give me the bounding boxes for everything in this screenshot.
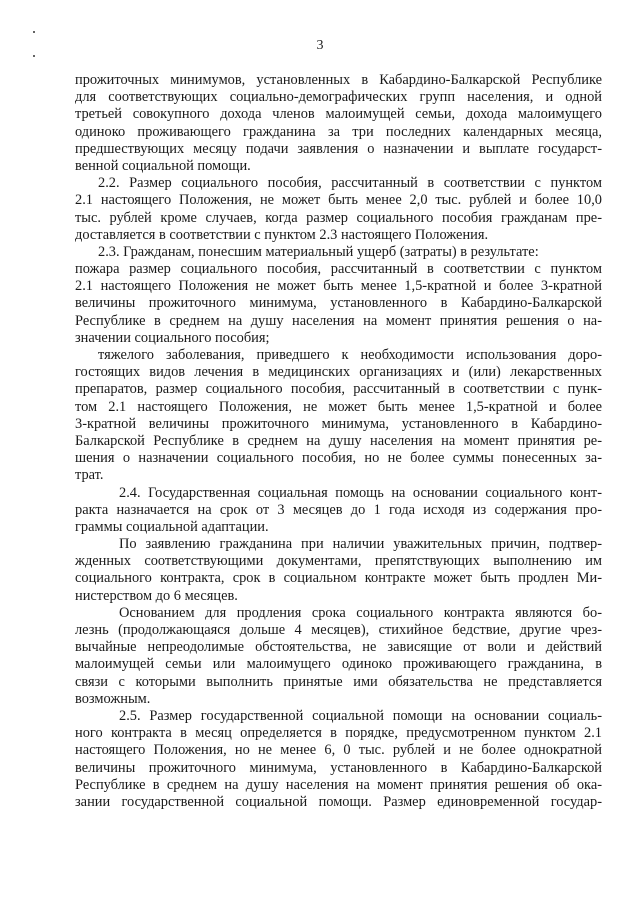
text-line: 2.3. Гражданам, понесшим материальный ущерб (затраты) в результате: bbox=[98, 243, 539, 260]
text-line: 2.2. Размер социального пособия, рассчитанный в соответствии с пунктом bbox=[98, 175, 602, 192]
text-line: малоимущей семьи или малоимущего одиноко проживающего гражданина, в bbox=[75, 656, 602, 673]
text-line: 2.5. Размер государственной социальной помощи на основании социаль- bbox=[119, 707, 602, 724]
page-number: 3 bbox=[316, 38, 324, 53]
text-line: вычайные непреодолимые обстоятельства, не зависящие от воли и действий bbox=[75, 639, 602, 656]
text-line: величины прожиточного минимума, установленного в Кабардино-Балкарской bbox=[75, 759, 602, 776]
text-line: предшествующих месяцу подачи заявления о назначении и выплате государст- bbox=[75, 140, 602, 157]
text-line: шения о назначении социального пособия, но не более суммы понесенных за- bbox=[75, 450, 602, 467]
text-line: препаратов, размер социального пособия, рассчитанный в соответствии с пунк- bbox=[75, 381, 602, 398]
text-line: Основанием для продления срока социального контракта являются бо- bbox=[119, 604, 602, 621]
scan-speck bbox=[33, 31, 35, 33]
text-line: Республике в среднем на душу населения на момент принятия решения об ока- bbox=[75, 776, 602, 793]
text-line: жденных соответствующими документами, препятствующих выполнению им bbox=[75, 553, 602, 570]
text-line: тыс. рублей кроме случаев, когда размер социального пособия гражданам пре- bbox=[75, 209, 602, 226]
text-line: третьей совокупного дохода членов малоимущей семьи, дохода малоимущего bbox=[75, 106, 602, 123]
text-line: 2.4. Государственная социальная помощь на основании социального конт- bbox=[119, 484, 602, 501]
text-line: величины прожиточного минимума, установленного в Кабардино-Балкарской bbox=[75, 295, 602, 312]
text-line: социального контракта, срок в социальном контракте может быть продлен Ми- bbox=[75, 570, 602, 587]
text-line: доставляется в соответствии с пунктом 2.3 настоящего Положения. bbox=[75, 226, 489, 243]
text-line: ракта назначается на срок от 3 месяцев до 1 года исходя из содержания про- bbox=[75, 501, 602, 518]
text-line: зании государственной социальной помощи. Размер единовременной государ- bbox=[75, 793, 602, 810]
text-line: лезнь (продолжающаяся дольше 4 месяцев), стихийное бедствие, другие чрез- bbox=[75, 622, 602, 638]
text-line: для соответствующих социально-демографических групп населения, и одной bbox=[75, 89, 602, 106]
text-line: 2.1 настоящего Положения, не может быть менее 2,0 тыс. рублей и более 10,0 bbox=[75, 192, 602, 209]
text-line: трат. bbox=[75, 467, 104, 484]
text-line: 2.1 настоящего Положения не может быть менее 1,5-кратной и более 3-кратной bbox=[75, 278, 602, 295]
text-line: возможным. bbox=[75, 690, 151, 707]
text-line: значении социального пособия; bbox=[75, 329, 270, 346]
text-line: связи с которыми выполнить принятые ими обязательства не представляется bbox=[75, 673, 602, 690]
text-line: Балкарской Республике в среднем на душу населения на момент принятия ре- bbox=[75, 432, 602, 449]
text-line: пожара размер социального пособия, рассчитанный в соответствии с пунктом bbox=[75, 261, 602, 278]
text-line: ного контракта в месяц определяется в порядке, предусмотренном пунктом 2.1 bbox=[75, 725, 602, 742]
scan-speck bbox=[33, 55, 35, 57]
text-line: прожиточных минимумов, установленных в Кабардино-Балкарской Республике bbox=[75, 72, 602, 88]
text-line: По заявлению гражданина при наличии уважительных причин, подтвер- bbox=[119, 536, 602, 553]
text-line: 3-кратной величины прожиточного минимума, установленного в Кабардино- bbox=[75, 415, 602, 432]
text-line: настоящего Положения, но не менее 6, 0 тыс. рублей и не более однократной bbox=[75, 742, 602, 759]
text-line: Республике в среднем на душу населения на момент принятия решения о на- bbox=[75, 312, 602, 329]
text-line: тяжелого заболевания, приведшего к необходимости использования доро- bbox=[98, 347, 602, 363]
text-line: том 2.1 настоящего Положения, не может быть менее 1,5-кратной и более bbox=[75, 398, 602, 415]
document-body bbox=[75, 72, 602, 811]
text-line: одиноко проживающего гражданина за три последних календарных месяца, bbox=[75, 123, 602, 140]
text-line: нистерством до 6 месяцев. bbox=[75, 587, 238, 604]
text-line: гостоящих видов лечения в медицинских организациях и (или) лекарственных bbox=[75, 364, 602, 381]
text-line: граммы социальной адаптации. bbox=[75, 518, 269, 535]
text-line: венной социальной помощи. bbox=[75, 157, 251, 174]
